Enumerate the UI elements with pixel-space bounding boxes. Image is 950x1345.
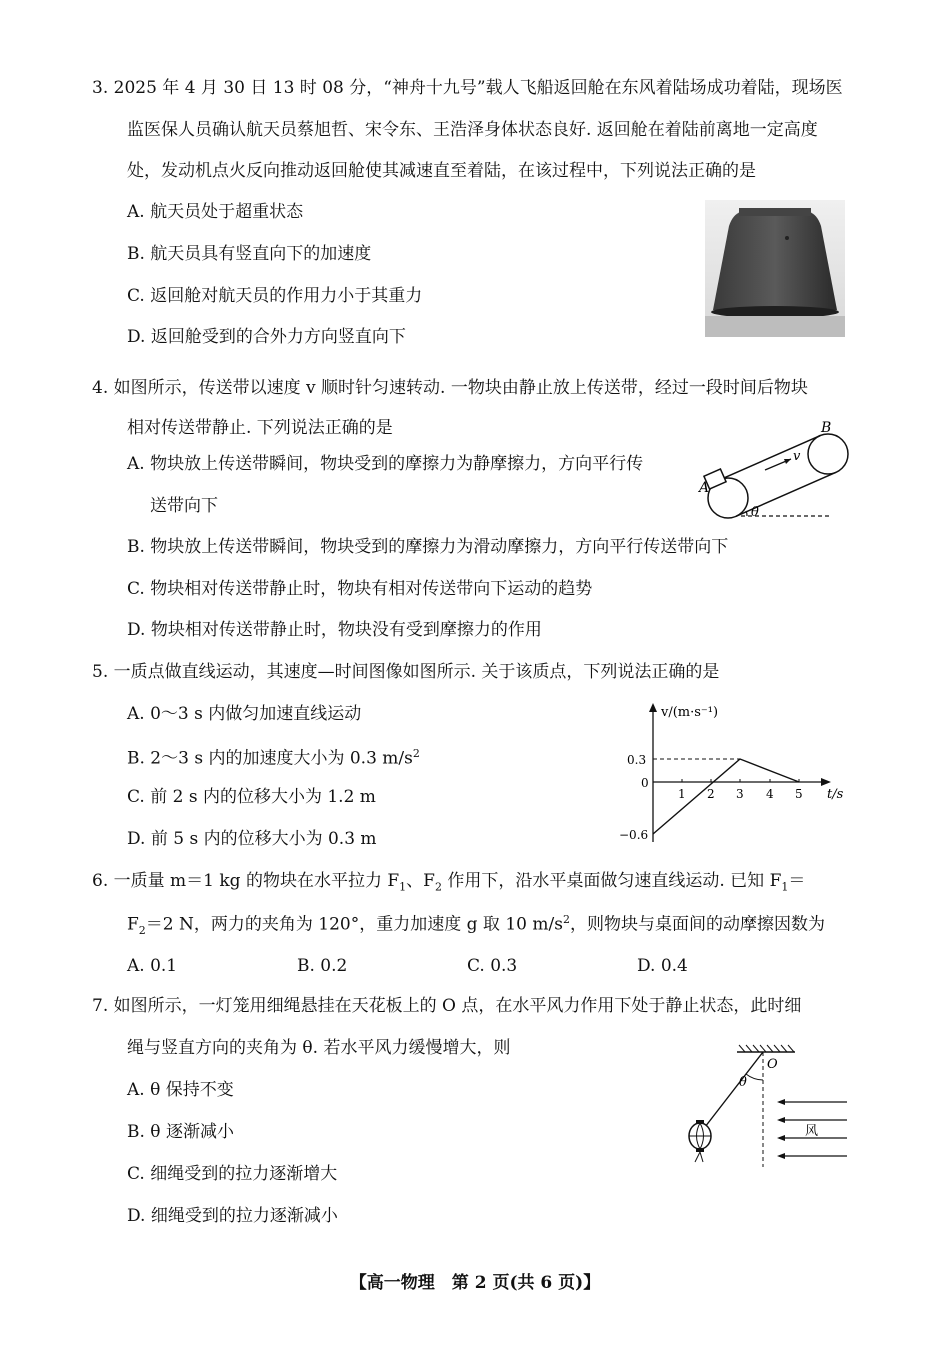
q4-option-c: C. 物块相对传送带静止时，物块有相对传送带向下运动的趋势 (127, 579, 593, 599)
label-theta: θ (751, 505, 759, 520)
graph-xtick-1: 1 (678, 787, 686, 801)
q5-option-b: B. 2～3 s 内的加速度大小为 0.3 $m/s^2$ (127, 747, 420, 769)
graph-ytick-neg: −0.6 (619, 828, 649, 842)
rope (705, 1052, 763, 1127)
q7-stem-line1: 7. 如图所示，一灯笼用细绳悬挂在天花板上的 O 点，在水平风力作用下处于静止状态，此时细 (92, 996, 802, 1016)
q6-options (127, 956, 807, 976)
q7-option-a: A. θ 保持不变 (127, 1080, 234, 1100)
label-theta-7: θ (739, 1075, 747, 1090)
graph-xlabel: t/s (827, 787, 844, 802)
lantern-diagram (675, 1042, 855, 1172)
q6-stem-line1: 6. 一质量 m＝1 kg 的物块在水平拉力 $F_1$、$F_2$ 作用下，沿水平桌面做匀速直线运动. 已知 $F_1=$ (92, 871, 806, 894)
q3-option-d: D. 返回舱受到的合外力方向竖直向下 (127, 327, 406, 347)
lantern (689, 1120, 711, 1162)
label-o: O (767, 1057, 778, 1072)
q6-option-b: B. 0.2 (297, 956, 348, 976)
q5-option-d: D. 前 5 s 内的位移大小为 0.3 m (127, 829, 377, 849)
velocity-time-graph (615, 700, 855, 850)
q4-option-a-line1: A. 物块放上传送带瞬间，物块受到的摩擦力为静摩擦力，方向平行传 (127, 454, 644, 474)
graph-origin: 0 (641, 776, 649, 790)
q3-stem-line1: 3. 2025 年 4 月 30 日 13 时 08 分，“神舟十九号”载人飞船返回舱在东风着陆场成功着陆，现场医 (92, 78, 843, 98)
q4-stem-line2: 相对传送带静止. 下列说法正确的是 (127, 418, 393, 438)
graph-xtick-3: 3 (736, 787, 744, 801)
q6-option-c: C. 0.3 (467, 956, 518, 976)
q3-stem-line2: 监医保人员确认航天员蔡旭哲、宋令东、王浩泽身体状态良好. 返回舱在着陆前离地一定高度 (127, 120, 818, 140)
conveyor-belt-diagram (695, 418, 860, 526)
label-wind: 风 (805, 1124, 819, 1139)
q5-option-c: C. 前 2 s 内的位移大小为 1.2 m (127, 787, 376, 807)
graph-xtick-5: 5 (795, 787, 803, 801)
q3-option-a: A. 航天员处于超重状态 (127, 202, 304, 222)
graph-xtick-4: 4 (766, 787, 774, 801)
q7-option-c: C. 细绳受到的拉力逐渐增大 (127, 1164, 338, 1184)
q6-stem-line2: $F_2=2$ N，两力的夹角为 120°，重力加速度 g 取 10 $m/s^2$，则物块与桌面间的动摩擦因数为 (127, 913, 825, 938)
label-b: B (821, 420, 832, 436)
q6-option-d: D. 0.4 (637, 956, 688, 976)
q4-stem-line1: 4. 如图所示，传送带以速度 v 顺时针匀速转动. 一物块由静止放上传送带，经过一段时间后物块 (92, 378, 808, 398)
q3-stem-line3: 处，发动机点火反向推动返回舱使其减速直至着陆，在该过程中，下列说法正确的是 (127, 161, 756, 181)
label-a: A (699, 480, 710, 496)
q5-option-a: A. 0～3 s 内做匀加速直线运动 (127, 704, 362, 724)
q3-option-c: C. 返回舱对航天员的作用力小于其重力 (127, 286, 423, 306)
q6-option-a: A. 0.1 (127, 956, 178, 976)
graph-xtick-2: 2 (707, 787, 715, 801)
q7-stem-line2: 绳与竖直方向的夹角为 θ. 若水平风力缓慢增大，则 (127, 1038, 511, 1058)
label-v: v (793, 449, 801, 464)
graph-ytick-pos: 0.3 (627, 753, 647, 767)
q4-option-b: B. 物块放上传送带瞬间，物块受到的摩擦力为滑动摩擦力，方向平行传送带向下 (127, 537, 729, 557)
capsule-photo (705, 200, 845, 337)
q7-option-d: D. 细绳受到的拉力逐渐减小 (127, 1206, 338, 1226)
q5-stem: 5. 一质点做直线运动，其速度—时间图像如图所示. 关于该质点，下列说法正确的是 (92, 662, 720, 682)
q4-option-d: D. 物块相对传送带静止时，物块没有受到摩擦力的作用 (127, 620, 542, 640)
graph-ylabel: v/(m·s⁻¹) (661, 705, 719, 720)
q7-option-b: B. θ 逐渐减小 (127, 1122, 234, 1142)
velocity-line (653, 759, 799, 834)
q3-option-b: B. 航天员具有竖直向下的加速度 (127, 244, 372, 264)
page-footer: 【高一物理 第 2 页(共 6 页)】 (349, 1273, 601, 1293)
q4-option-a-line2: 送带向下 (150, 496, 218, 516)
